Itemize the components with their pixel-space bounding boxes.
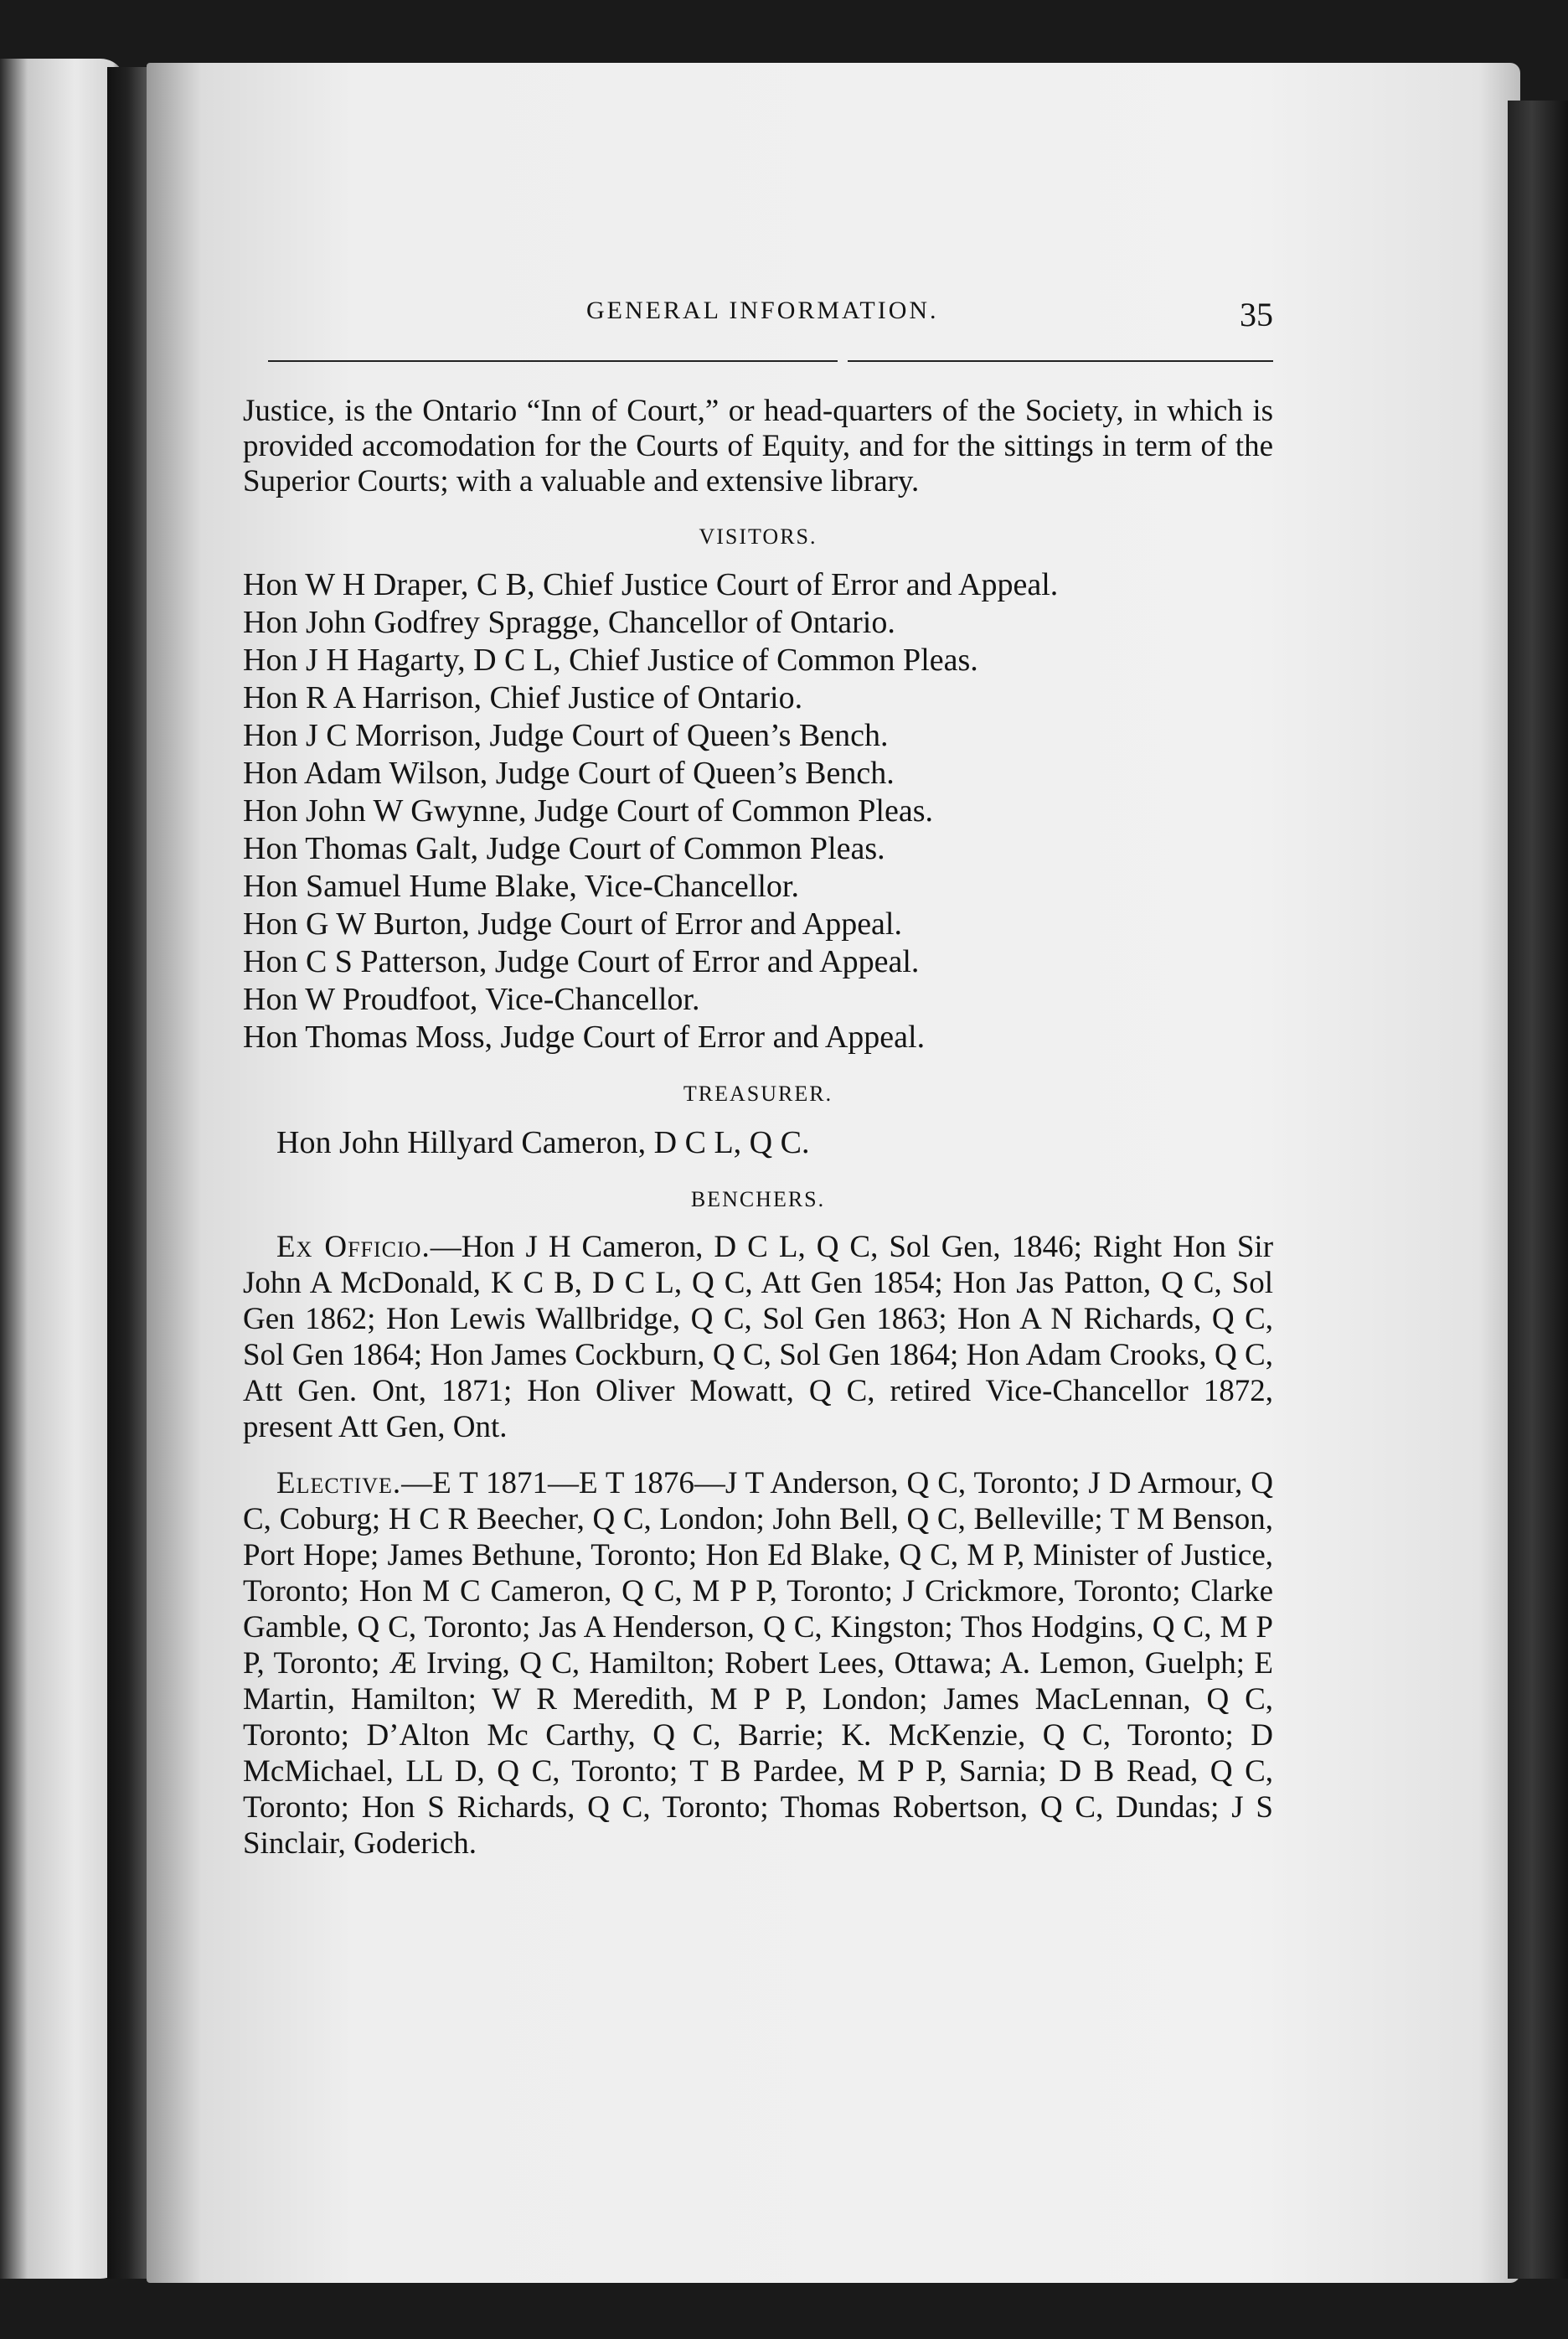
- page-header: [243, 276, 1273, 343]
- visitor-item: Hon G W Burton, Judge Court of Error and Appeal.: [243, 906, 902, 942]
- ex-officio-paragraph: [243, 1229, 1273, 1445]
- intro-paragraph: Justice, is the Ontario “Inn of Court,” or head-quarters of the Society, in which is provided accomodation for the Courts of Equity, and for the sittings in term of the Superior Courts; with a valuable and extensive library.: [243, 394, 1273, 498]
- visitor-item: Hon R A Harrison, Chief Justice of Ontario.: [243, 680, 803, 715]
- ex-officio-text: —Hon J H Cameron, D C L, Q C, Sol Gen, 1846; Right Hon Sir John A McDonald, K C B, D C L, Q C, Att Gen 1854; Hon Jas Patton, Q C, Sol Gen 1862; Hon Lewis Wallbridge, Q C, Sol Gen 1863; Hon A N Richards, Q C, Sol Gen 1864; Hon James Cockburn, Q C, Sol Gen 1864; Hon Adam Crooks, Q C, Att Gen. Ont, 1871; Hon Oliver Mowatt, Q C, retired Vice-Chancellor 1872, present Att Gen, Ont.: [243, 1230, 1274, 1444]
- visitor-item: Hon Samuel Hume Blake, Vice-Chancellor.: [243, 869, 799, 904]
- visitor-item: Hon Thomas Galt, Judge Court of Common Pleas.: [243, 831, 885, 866]
- elective-text: —E T 1871—E T 1876—J T Anderson, Q C, Toronto; J D Armour, Q C, Coburg; H C R Beecher, Q C, London; John Bell, Q C, Belleville; T M Benson, Port Hope; James Bethune, Toronto; Hon Ed Blake, Q C, M P, Minister of Justice, Toronto; Hon M C Cameron, Q C, M P P, Toronto; J Crickmore, Toronto; Clarke Gamble, Q C, Toronto; Jas A Henderson, Q C, Kingston; Thos Hodgins, Q C, M P P, Toronto; Æ Irving, Q C, Hamilton; Robert Lees, Ottawa; A. Lemon, Guelph; E Martin, Hamilton; W R Meredith, M P P, London; James MacLennan, Q C, Toronto; D’Alton Mc Carthy, Q C, Barrie; K. McKenzie, Q C, Toronto; D McMichael, LL D, Q C, Toronto; T B Pardee, M P P, Sarnia; D B Read, Q C, Toronto; Hon S Richards, Q C, Toronto; Thomas Robertson, Q C, Dundas; J S Sinclair, Goderich.: [243, 1466, 1273, 1861]
- visitor-item: Hon Adam Wilson, Judge Court of Queen’s Bench.: [243, 756, 895, 791]
- visitors-list: [243, 566, 1273, 1056]
- visitor-item: Hon W Proudfoot, Vice-Chancellor.: [243, 982, 700, 1017]
- benchers-heading: BENCHERS.: [690, 1187, 826, 1211]
- visitor-item: Hon C S Patterson, Judge Court of Error and Appeal.: [243, 944, 920, 979]
- visitors-heading: VISITORS.: [699, 524, 818, 549]
- header-rule-right: [848, 360, 1273, 362]
- visitor-item: Hon John Godfrey Spragge, Chancellor of Ontario.: [243, 605, 895, 640]
- treasurer-heading: TREASURER.: [683, 1082, 833, 1106]
- page-content: [243, 276, 1273, 1861]
- page-number: 35: [1240, 296, 1273, 333]
- visitor-item: Hon Thomas Moss, Judge Court of Error and Appeal.: [243, 1020, 926, 1055]
- book-cover-edge: [1508, 101, 1568, 2279]
- elective-paragraph: [243, 1465, 1273, 1861]
- header-rule-left: [268, 360, 838, 362]
- visitor-item: Hon J H Hagarty, D C L, Chief Justice of Common Pleas.: [243, 643, 978, 678]
- running-head: GENERAL INFORMATION.: [586, 297, 939, 324]
- visitor-item: Hon John W Gwynne, Judge Court of Common Pleas.: [243, 793, 934, 829]
- visitor-item: Hon W H Draper, C B, Chief Justice Court of Error and Appeal.: [243, 567, 1059, 602]
- visitor-item: Hon J C Morrison, Judge Court of Queen’s Bench.: [243, 718, 889, 753]
- elective-label: Elective.: [276, 1466, 402, 1500]
- treasurer-name: Hon John Hillyard Cameron, D C L, Q C.: [276, 1125, 810, 1160]
- ex-officio-label: Ex Officio.: [276, 1230, 431, 1264]
